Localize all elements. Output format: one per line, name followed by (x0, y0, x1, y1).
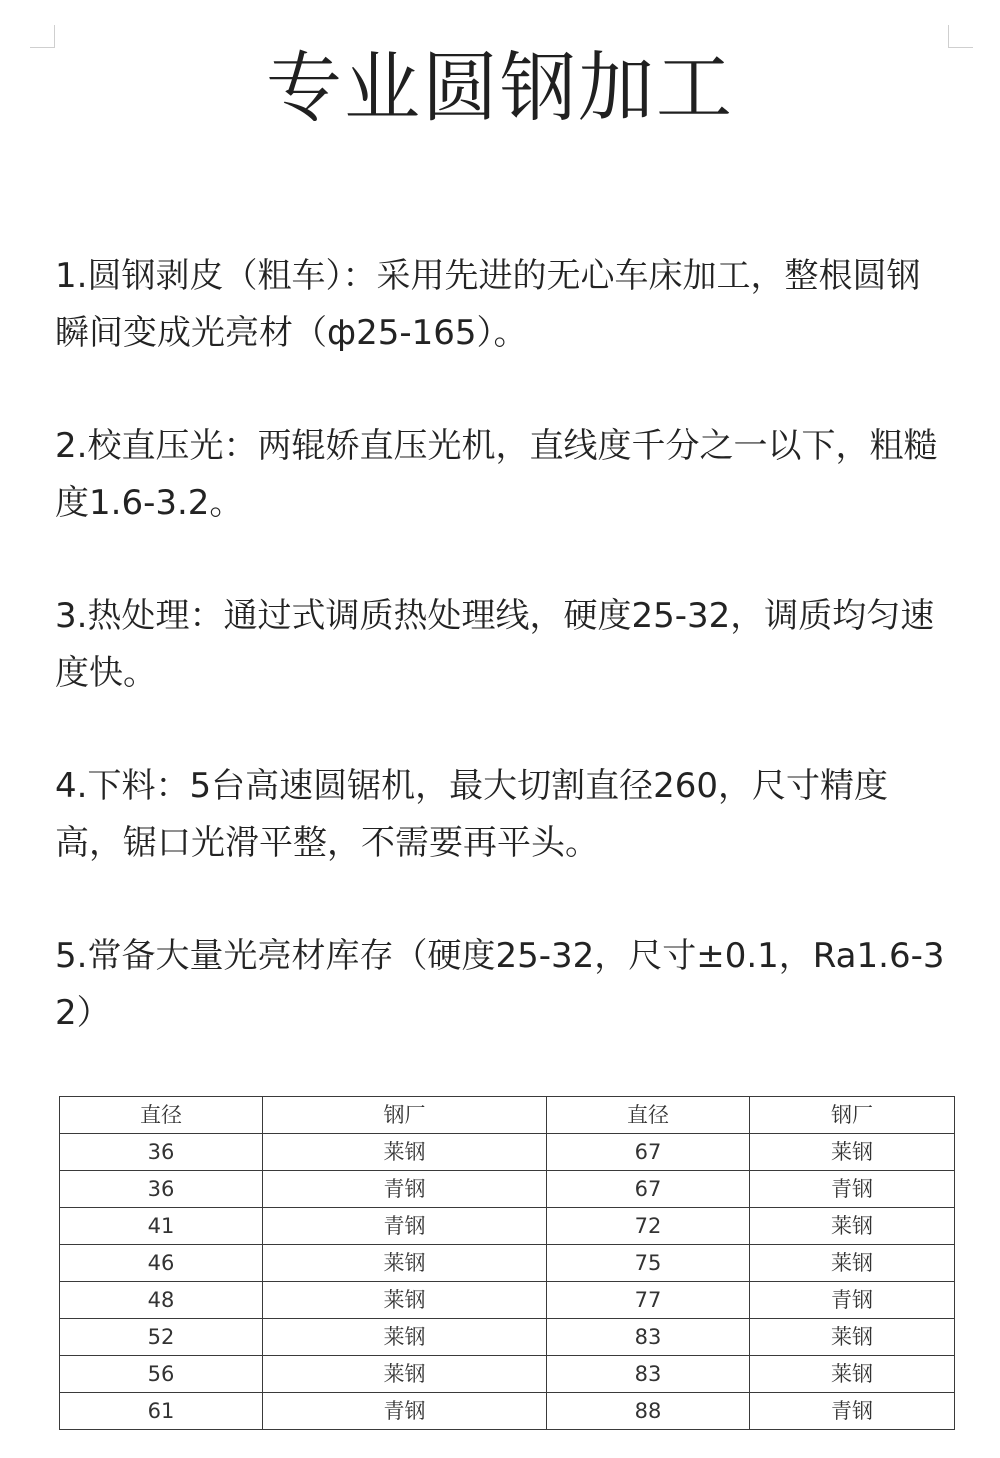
table-cell: 75 (547, 1245, 750, 1282)
table-cell: 莱钢 (750, 1245, 955, 1282)
process-list (55, 248, 945, 1098)
table-row (60, 1356, 955, 1393)
table-row (60, 1134, 955, 1171)
table-row (60, 1208, 955, 1245)
table-cell: 52 (60, 1319, 263, 1356)
table-cell: 莱钢 (263, 1245, 547, 1282)
table-row (60, 1319, 955, 1356)
table-cell: 青钢 (750, 1171, 955, 1208)
table-cell: 41 (60, 1208, 263, 1245)
table-cell: 36 (60, 1171, 263, 1208)
table-cell: 莱钢 (263, 1319, 547, 1356)
table-cell: 青钢 (263, 1208, 547, 1245)
table-cell: 莱钢 (263, 1356, 547, 1393)
table-cell: 青钢 (263, 1393, 547, 1430)
header-mill-2: 钢厂 (750, 1097, 955, 1134)
table-cell: 莱钢 (750, 1134, 955, 1171)
table-cell: 88 (547, 1393, 750, 1430)
table-cell: 青钢 (750, 1393, 955, 1430)
table-cell: 青钢 (750, 1282, 955, 1319)
process-item-stock: 5.常备大量光亮材库存（硬度25-32，尺寸±0.1，Ra1.6-32） (55, 936, 945, 1033)
table-cell: 72 (547, 1208, 750, 1245)
table-cell: 83 (547, 1356, 750, 1393)
table-cell: 莱钢 (750, 1319, 955, 1356)
table-row (60, 1171, 955, 1208)
process-item-peeling: 1.圆钢剥皮（粗车）：采用先进的无心车床加工，整根圆钢瞬间变成光亮材（ф25-165）。 (55, 256, 921, 353)
table-row (60, 1282, 955, 1319)
table-cell: 青钢 (263, 1171, 547, 1208)
table-cell: 莱钢 (750, 1356, 955, 1393)
process-item-straightening: 2.校直压光：两辊娇直压光机，直线度千分之一以下，粗糙度1.6-3.2。 (55, 426, 938, 523)
table-header-row (60, 1097, 955, 1134)
header-diameter-1: 直径 (60, 1097, 263, 1134)
table-cell: 67 (547, 1171, 750, 1208)
table-cell: 36 (60, 1134, 263, 1171)
table-cell: 77 (547, 1282, 750, 1319)
page-title: 专业圆钢加工 (266, 43, 734, 132)
table-cell: 83 (547, 1319, 750, 1356)
table-cell: 莱钢 (263, 1134, 547, 1171)
table-row (60, 1245, 955, 1282)
table-cell: 48 (60, 1282, 263, 1319)
table-cell: 46 (60, 1245, 263, 1282)
header-diameter-2: 直径 (547, 1097, 750, 1134)
stock-table-container (59, 1096, 954, 1430)
header-mill-1: 钢厂 (263, 1097, 547, 1134)
table-cell: 67 (547, 1134, 750, 1171)
table-row (60, 1393, 955, 1430)
process-item-heat-treatment: 3.热处理：通过式调质热处理线，硬度25-32，调质均匀速度快。 (55, 596, 935, 693)
table-cell: 莱钢 (750, 1208, 955, 1245)
stock-table (59, 1096, 955, 1430)
process-item-cutting: 4.下料：5台高速圆锯机，最大切割直径260，尺寸精度高，锯口光滑平整，不需要再平头。 (55, 766, 888, 863)
table-cell: 61 (60, 1393, 263, 1430)
table-cell: 56 (60, 1356, 263, 1393)
table-cell: 莱钢 (263, 1282, 547, 1319)
